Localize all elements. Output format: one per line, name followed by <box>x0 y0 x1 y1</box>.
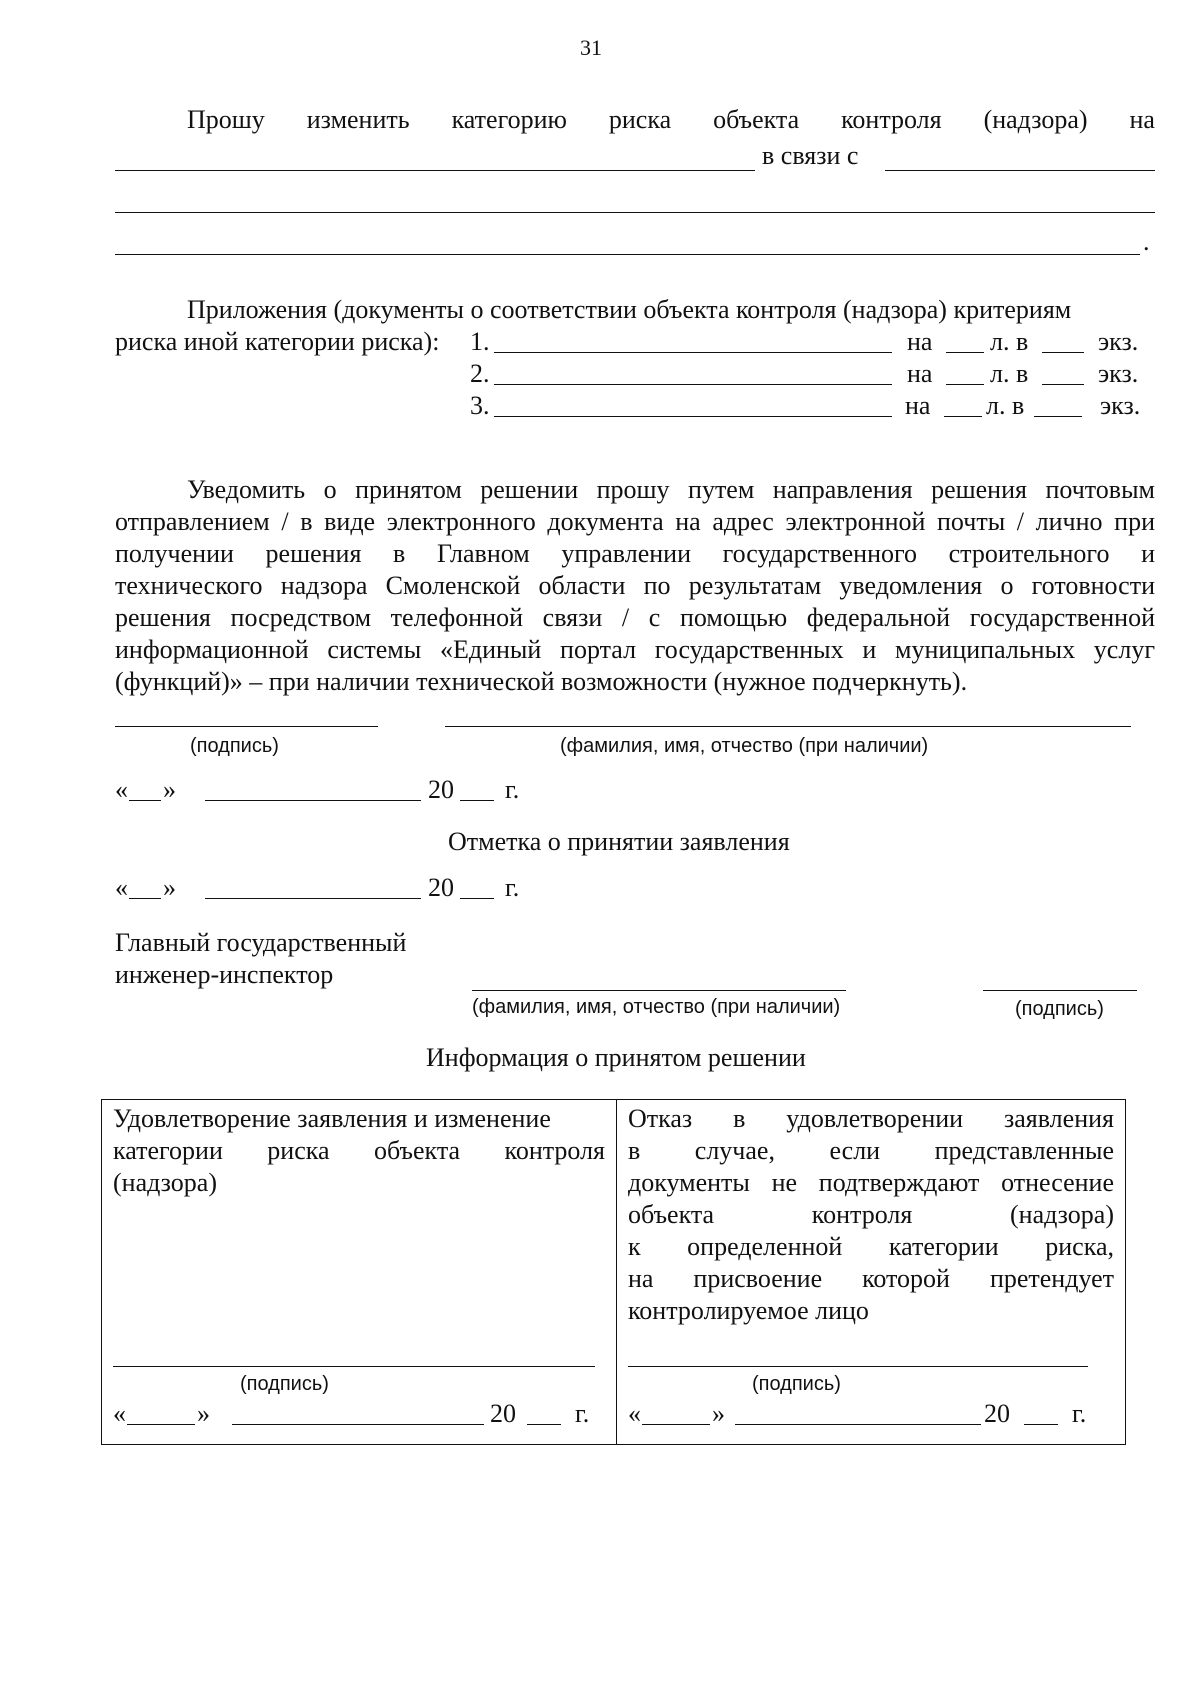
request-word: объекта <box>713 105 800 134</box>
appendix-3-field[interactable] <box>494 416 892 417</box>
year-suffix: г. <box>575 1399 590 1428</box>
decision-right-line <box>628 1104 1114 1134</box>
reason-field-line-2[interactable] <box>115 212 1155 213</box>
decision-right-text: объекта контроля (надзора) <box>628 1200 1114 1229</box>
request-word: (надзора) <box>983 105 1088 134</box>
year-prefix: 20 <box>490 1399 516 1428</box>
signature-caption: (подпись) <box>1015 998 1104 1020</box>
request-word: Прошу <box>187 105 265 134</box>
inspector-signature-field[interactable] <box>983 990 1137 991</box>
appendix-3-copies-field[interactable] <box>1034 416 1082 417</box>
applicant-day-field[interactable] <box>129 800 161 801</box>
decision-left-signature-field[interactable] <box>113 1366 595 1367</box>
appendix-1-sheets-field[interactable] <box>946 352 984 353</box>
decision-left-line <box>113 1104 605 1134</box>
notify-line: информационной системы «Единый портал государственных и муниципальных услуг <box>115 635 1155 664</box>
appendix-2-field[interactable] <box>494 384 892 385</box>
notify-line: (функций)» – при наличии технической возможности (нужное подчеркнуть). <box>115 667 968 696</box>
decision-left-text: Удовлетворение заявления и изменение <box>113 1104 551 1133</box>
appendices-intro: Приложения (документы о соответствии объекта контроля (надзора) критериям <box>187 295 1072 324</box>
appendix-l: л. в <box>990 327 1029 356</box>
decision-right-line <box>628 1296 1114 1326</box>
appendix-number: 1. <box>470 327 490 356</box>
acceptance-title: Отметка о принятии заявления <box>448 827 790 856</box>
decision-right-line <box>628 1136 1114 1166</box>
appendix-3-sheets-field[interactable] <box>944 416 982 417</box>
date-close-quote: » <box>712 1399 725 1428</box>
decision-right-line <box>628 1200 1114 1230</box>
appendix-na: на <box>907 359 933 388</box>
appendices-intro-2: риска иной категории риска): <box>115 327 440 356</box>
notify-line: получении решения в Главном управлении государственного строительного и <box>115 539 1155 568</box>
period-mark: . <box>1143 227 1150 256</box>
notify-line: отправлением / в виде электронного документа на адрес электронной почты / лично при <box>115 507 1155 536</box>
decision-right-signature-field[interactable] <box>628 1366 1088 1367</box>
notify-line: Уведомить о принятом решении прошу путем направления решения почтовым <box>187 475 1155 504</box>
inspector-fio-field[interactable] <box>472 990 846 991</box>
reason-field-line-3[interactable] <box>115 254 1140 255</box>
appendix-na: на <box>907 327 933 356</box>
decision-right-line <box>628 1168 1114 1198</box>
decision-left-line <box>113 1136 605 1166</box>
year-suffix: г. <box>505 873 520 902</box>
decision-title: Информация о принятом решении <box>426 1043 806 1072</box>
decision-left-month-field[interactable] <box>232 1424 484 1425</box>
decision-right-text: Отказ в удовлетворении заявления <box>628 1104 1114 1133</box>
appendix-2-sheets-field[interactable] <box>946 384 984 385</box>
decision-left-day-field[interactable] <box>127 1424 195 1425</box>
date-open-quote: « <box>113 1399 126 1428</box>
decision-left-text: категории риска объекта контроля <box>113 1136 605 1165</box>
date-close-quote: » <box>163 873 176 902</box>
risk-category-field[interactable] <box>115 170 755 171</box>
fio-caption: (фамилия, имя, отчество (при наличии) <box>472 996 841 1018</box>
acceptance-year-field[interactable] <box>460 898 494 899</box>
applicant-month-field[interactable] <box>205 800 421 801</box>
decision-right-line <box>628 1232 1114 1262</box>
signature-caption: (подпись) <box>190 735 279 757</box>
decision-right-text: на присвоение которой претендует <box>628 1264 1114 1293</box>
decision-left-year-field[interactable] <box>527 1424 561 1425</box>
request-word: на <box>1129 105 1155 134</box>
decision-right-text: к определенной категории риска, <box>628 1232 1114 1261</box>
signature-caption: (подпись) <box>240 1373 329 1395</box>
date-open-quote: « <box>115 873 128 902</box>
inspector-title-line-1: Главный государственный <box>115 928 407 957</box>
date-close-quote: » <box>163 775 176 804</box>
applicant-fio-field[interactable] <box>445 726 1131 727</box>
applicant-year-field[interactable] <box>460 800 494 801</box>
appendix-1-copies-field[interactable] <box>1042 352 1084 353</box>
notify-line: решения посредством телефонной связи / с помощью федеральной государственной <box>115 603 1155 632</box>
notify-line: технического надзора Смоленской области по результатам уведомления о готовности <box>115 571 1155 600</box>
request-word: изменить <box>306 105 410 134</box>
decision-left-line <box>113 1168 605 1198</box>
applicant-signature-field[interactable] <box>115 726 378 727</box>
decision-right-text: документы не подтверждают отнесение <box>628 1168 1114 1197</box>
appendix-ekz: экз. <box>1098 359 1139 388</box>
year-prefix: 20 <box>428 775 454 804</box>
request-word: риска <box>608 105 672 134</box>
appendix-number: 3. <box>470 391 490 420</box>
appendix-1-field[interactable] <box>494 352 892 353</box>
appendix-ekz: экз. <box>1098 327 1139 356</box>
appendix-na: на <box>905 391 931 420</box>
reason-field[interactable] <box>885 170 1155 171</box>
request-word: контроля <box>841 105 942 134</box>
year-prefix: 20 <box>984 1399 1010 1428</box>
acceptance-month-field[interactable] <box>205 898 421 899</box>
date-open-quote: « <box>115 775 128 804</box>
year-suffix: г. <box>505 775 520 804</box>
in-connection-label: в связи с <box>762 141 859 170</box>
signature-caption: (подпись) <box>752 1373 841 1395</box>
fio-caption: (фамилия, имя, отчество (при наличии) <box>560 735 929 757</box>
decision-left-text: (надзора) <box>113 1168 217 1197</box>
decision-right-line <box>628 1264 1114 1294</box>
appendix-l: л. в <box>986 391 1025 420</box>
page-number: 31 <box>580 35 602 60</box>
decision-right-text: контролируемое лицо <box>628 1296 869 1325</box>
decision-right-month-field[interactable] <box>735 1424 981 1425</box>
appendix-l: л. в <box>990 359 1029 388</box>
appendix-ekz: экз. <box>1100 391 1141 420</box>
request-line <box>187 104 1155 136</box>
year-suffix: г. <box>1072 1399 1087 1428</box>
inspector-title-line-2: инженер-инспектор <box>115 960 334 989</box>
appendix-number: 2. <box>470 359 490 388</box>
decision-right-text: в случае, если представленные <box>628 1136 1114 1165</box>
date-open-quote: « <box>628 1399 641 1428</box>
decision-right-year-field[interactable] <box>1024 1424 1058 1425</box>
date-close-quote: » <box>197 1399 210 1428</box>
decision-right-day-field[interactable] <box>642 1424 710 1425</box>
decision-table-divider <box>616 1099 617 1445</box>
request-word: категорию <box>451 105 567 134</box>
appendix-2-copies-field[interactable] <box>1042 384 1084 385</box>
acceptance-day-field[interactable] <box>129 898 161 899</box>
year-prefix: 20 <box>428 873 454 902</box>
